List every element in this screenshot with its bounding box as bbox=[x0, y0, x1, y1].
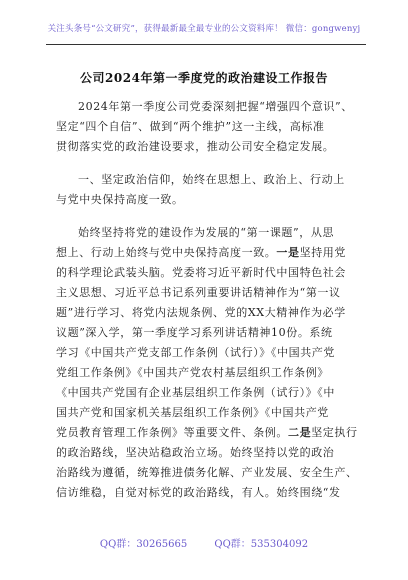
paragraph-line: 《中国共产党国有企业基层组织工作条例（试行）》《中 bbox=[56, 386, 335, 399]
paragraph-line: 贯彻落实党的政治建设要求，推动公司安全稳定发展。 bbox=[56, 140, 335, 153]
paragraph-text: 党员教育管理工作条例》等重要文件、条例。 bbox=[56, 426, 288, 439]
footer-contacts bbox=[0, 535, 408, 550]
header-banner: 关注头条号“公文研究”，获得最新最全最专业的公文资料库！ 微信：gongwenyj bbox=[47, 24, 361, 34]
paragraph-line: 治路线为遵循，统筹推进债务化解、产业发展、安全生产、 bbox=[56, 466, 358, 479]
paragraph-line: 题”进行学习、将党内法规条例、党的XX大精神作为必学 bbox=[56, 306, 346, 319]
paragraph-line: 与党中央保持高度一致。 bbox=[56, 193, 184, 206]
paragraph-line: 的政治路线，坚决站稳政治立场。始终坚持以党的政治 bbox=[56, 446, 335, 459]
paragraph-text: 想上、行动上始终与党中央保持高度一致。 bbox=[56, 246, 277, 259]
paragraph-line: 的科学理论武装头脑。党委将习近平新时代中国特色社会 bbox=[56, 266, 346, 279]
qq-group-2: QQ群：535304092 bbox=[214, 539, 309, 550]
emphasis-text: 一是 bbox=[276, 246, 300, 259]
paragraph-intro bbox=[56, 97, 360, 157]
paragraph-text: 坚定执行 bbox=[311, 426, 358, 439]
paragraph-line: 议题”深入学，第一季度学习系列讲话精神10份。系统 bbox=[56, 326, 333, 339]
header-divider bbox=[46, 44, 366, 45]
paragraph-line: 国共产党和国家机关基层组织工作条例》《中国共产党 bbox=[56, 406, 329, 419]
paragraph-text: 坚持用党 bbox=[299, 246, 347, 259]
qq-group-1: QQ群：30265665 bbox=[99, 539, 188, 550]
paragraph-line: 信访维稳，自觉对标党的政治路线，有人。始终围绕“发 bbox=[56, 486, 341, 499]
paragraph-line: 2024年第一季度公司党委深刻把握“增强四个意识”、 bbox=[78, 100, 353, 113]
paragraph-line: 学习《中国共产党支部工作条例（试行）》《中国共产党 bbox=[56, 346, 335, 359]
paragraph-line: 党组工作条例》《中国共产党农村基层组织工作条例》 bbox=[56, 366, 329, 379]
section-heading-1 bbox=[56, 170, 360, 210]
paragraph-line: 主义思想、习近平总书记系列重要讲话精神作为“第一议 bbox=[56, 286, 341, 299]
emphasis-text: 二是 bbox=[288, 426, 312, 439]
paragraph-line: 始终坚持将党的建设作为发展的“第一课题”，从思 bbox=[78, 226, 335, 239]
paragraph-line bbox=[56, 243, 360, 263]
paragraph-body bbox=[56, 223, 360, 503]
paragraph-line: 坚定“四个自信”、做到“两个维护”这一主线，高标准 bbox=[56, 120, 325, 133]
paragraph-line bbox=[56, 423, 360, 443]
paragraph-line: 一、坚定政治信仰，始终在思想上、政治上、行动上 bbox=[78, 173, 345, 186]
document-title: 公司2024年第一季度党的政治建设工作报告 bbox=[80, 71, 328, 85]
